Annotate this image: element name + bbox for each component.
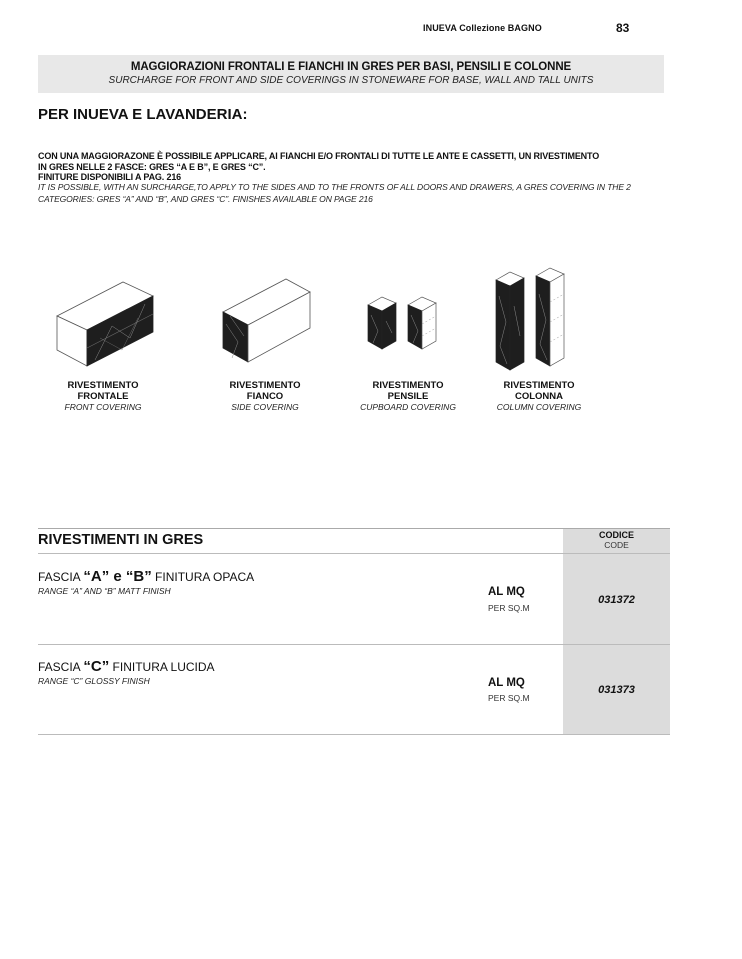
caption-line-1: RIVESTIMENTO [503, 380, 575, 391]
caption-line-2: COLONNA [514, 390, 564, 402]
caption-line-2: PENSILE [387, 390, 429, 402]
row-unit-en: PER SQ.M [488, 693, 530, 703]
row-unit: AL MQ [488, 586, 525, 598]
row-unit-en: PER SQ.M [488, 603, 530, 613]
row-unit: AL MQ [488, 677, 525, 689]
banner-title-it: MAGGIORAZIONI FRONTALI E FIANCHI IN GRES PER BASI, PENSILI E COLONNE [130, 61, 572, 73]
code-column-background [563, 528, 670, 735]
caption-en: COLUMN COVERING [496, 402, 582, 412]
intro-text-en: IT IS POSSIBLE, WITH AN SURCHARGE,TO APPLY TO THE SIDES AND TO THE FRONTS OF ALL DOORS AND DRAWERS, A GRES COVERING IN THE 2 CATEGORIES: GRES “A” AND “B”, AND GRES “C”. FINISHES AVAILABLE ON PAGE 216 [38, 182, 631, 204]
code-header-en: CODE [604, 540, 629, 550]
caption-line-2: FRONTALE [77, 390, 129, 402]
row-code: 031373 [598, 684, 635, 696]
table-title: RIVESTIMENTI IN GRES [38, 532, 204, 548]
caption-line-1: RIVESTIMENTO [67, 380, 139, 391]
row-code: 031372 [598, 594, 635, 606]
row-finish: FINITURA LUCIDA [109, 660, 215, 674]
intro-it-line-1: CON UNA MAGGIORAZONE È POSSIBILE APPLICARE, AI FIANCHI E/O FRONTALI DI TUTTE LE ANTE E CASSETTI, UN RIVESTIMENTO [38, 151, 600, 161]
caption-front-covering [43, 381, 163, 413]
front-covering-illustration [50, 278, 160, 370]
row-prefix: FASCIA [38, 570, 84, 584]
table-row-subtitle: RANGE “C” GLOSSY FINISH [38, 676, 150, 686]
column-covering-illustration [492, 266, 570, 372]
side-covering-illustration [218, 276, 314, 366]
code-header-it: CODICE [598, 530, 634, 540]
row-range: “A” e “B” [83, 568, 152, 585]
title-banner [38, 55, 664, 93]
intro-it-line-2: IN GRES NELLE 2 FASCE: GRES “A E B”, E GRES “C”. [38, 161, 266, 172]
intro-it-line-3: FINITURE DISPONIBILI A PAG. 216 [38, 172, 182, 182]
caption-side-covering [205, 381, 325, 413]
caption-en: FRONT COVERING [64, 402, 142, 412]
table-row-rule [38, 644, 670, 645]
table-row-subtitle: RANGE “A” AND “B” MATT FINISH [38, 586, 171, 596]
intro-text-it [38, 151, 674, 183]
caption-line-1: RIVESTIMENTO [229, 380, 301, 391]
table-header-rule [38, 553, 670, 554]
table-row-title [38, 568, 254, 585]
table-bottom-rule [38, 734, 670, 735]
caption-line-1: RIVESTIMENTO [372, 380, 444, 391]
code-column-header [563, 530, 670, 550]
row-finish: FINITURA OPACA [151, 570, 255, 584]
table-row-title [38, 658, 215, 675]
caption-cupboard-covering [348, 381, 468, 413]
row-prefix: FASCIA [38, 660, 84, 674]
caption-line-2: FIANCO [246, 390, 284, 402]
collection-header: INUEVA Collezione BAGNO [423, 23, 542, 33]
row-range: “C” [83, 658, 110, 675]
caption-en: SIDE COVERING [231, 402, 299, 412]
table-top-rule [38, 528, 670, 529]
caption-en: CUPBOARD COVERING [360, 402, 456, 412]
cupboard-covering-illustration [364, 293, 440, 351]
caption-column-covering [479, 381, 599, 413]
section-title: PER INUEVA E LAVANDERIA: [38, 106, 248, 123]
page-number: 83 [616, 21, 630, 35]
banner-title-en: SURCHARGE FOR FRONT AND SIDE COVERINGS IN STONEWARE FOR BASE, WALL AND TALL UNITS [108, 75, 594, 86]
